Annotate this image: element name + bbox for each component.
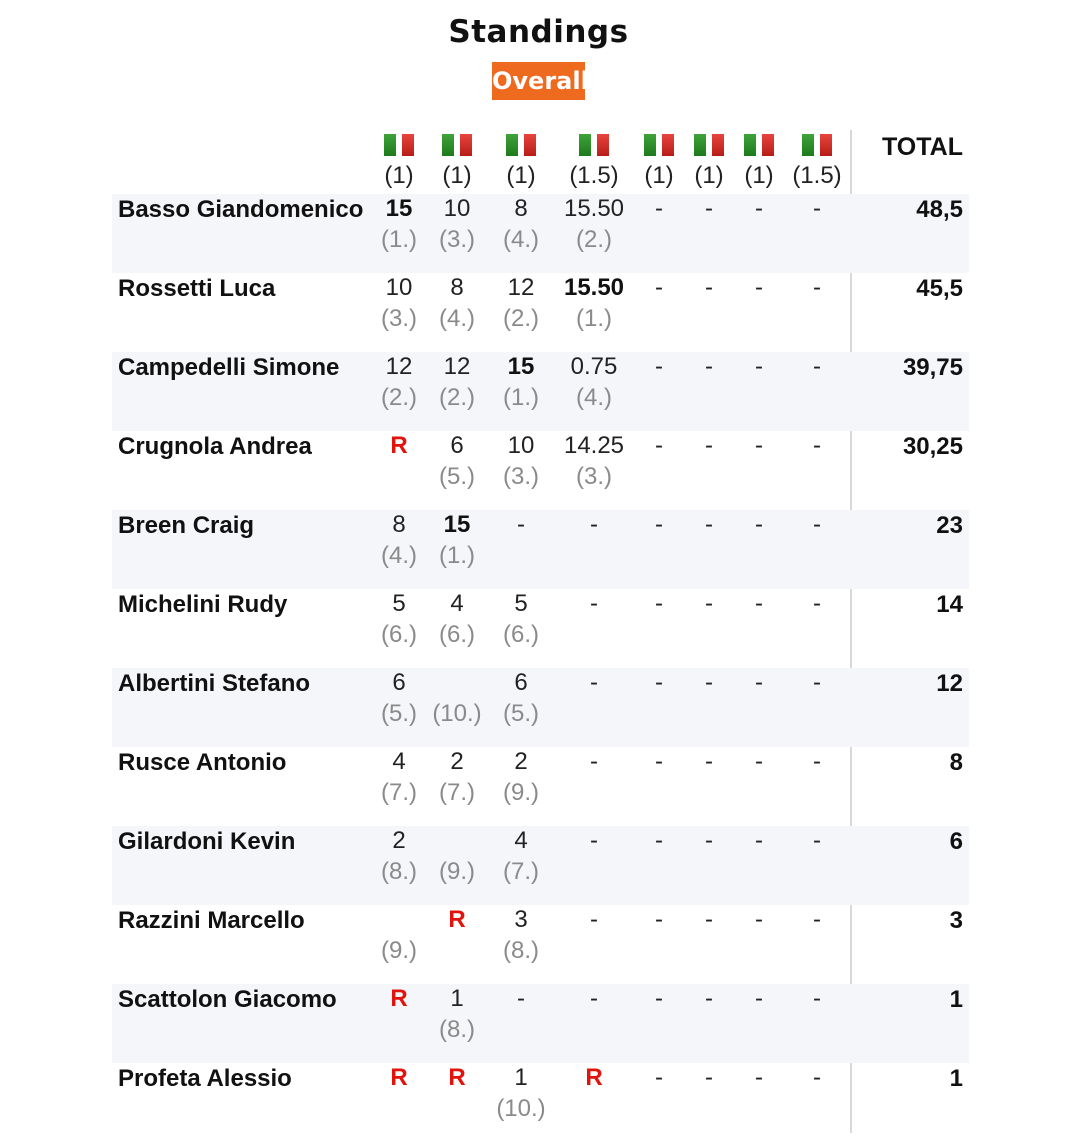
italy-flag-icon <box>742 134 776 156</box>
stage-points: - <box>755 353 763 380</box>
stage-points: - <box>705 353 713 380</box>
total-points: 1 <box>949 986 963 1013</box>
stage-points: - <box>655 906 663 933</box>
stage-rank: (4.) <box>503 226 539 253</box>
stage-points: - <box>813 748 821 775</box>
stage-points: - <box>655 511 663 538</box>
stage-points: - <box>755 195 763 222</box>
stage-rank: (1.) <box>381 226 417 253</box>
stage-points: 15.50 <box>563 274 625 301</box>
stage-rank: (3.) <box>439 226 475 253</box>
stage-rank: (4.) <box>576 384 612 411</box>
stage-points: 8 <box>450 274 464 301</box>
stage-rank: (9.) <box>503 779 539 806</box>
stage-result-cell <box>772 1063 862 1093</box>
stage-result-cell <box>772 194 862 224</box>
stage-points: 5 <box>392 590 406 617</box>
stage-rank: (10.) <box>496 1095 546 1122</box>
stage-points: - <box>705 906 713 933</box>
stage-points: 10 <box>385 274 413 301</box>
stage-rank: (1.) <box>503 384 539 411</box>
retired-mark: R <box>448 906 466 933</box>
stage-points: - <box>590 985 598 1012</box>
retired-mark: R <box>448 1064 466 1091</box>
stage-rank: (1.) <box>439 542 475 569</box>
stage-points: - <box>655 748 663 775</box>
stage-points: - <box>813 511 821 538</box>
stage-points: - <box>705 985 713 1012</box>
italy-flag-icon <box>577 134 611 156</box>
stage-points: - <box>813 353 821 380</box>
stage-points: - <box>655 432 663 459</box>
stage-rank: (6.) <box>439 621 475 648</box>
stage-points: 2 <box>450 748 464 775</box>
stage-points: - <box>755 748 763 775</box>
stage-points: 12 <box>443 353 471 380</box>
italy-flag-icon <box>440 134 474 156</box>
driver-name: Campedelli Simone <box>118 354 340 381</box>
italy-flag-icon <box>504 134 538 156</box>
stage-points: - <box>705 827 713 854</box>
stage-result-cell <box>772 589 862 619</box>
stage-points: - <box>705 511 713 538</box>
stage-rank: (4.) <box>439 305 475 332</box>
stage-rank: (8.) <box>439 1016 475 1043</box>
stage-rank: (3.) <box>576 463 612 490</box>
stage-points: - <box>755 274 763 301</box>
stage-rank: (4.) <box>381 542 417 569</box>
stage-points: - <box>590 906 598 933</box>
stage-points: - <box>813 906 821 933</box>
driver-name: Basso Giandomenico <box>118 196 364 223</box>
total-points: 48,5 <box>916 196 963 223</box>
stage-coefficient: (1) <box>744 162 774 189</box>
stage-result-cell <box>772 984 862 1014</box>
stage-points: 6 <box>392 669 406 696</box>
driver-name: Profeta Alessio <box>118 1065 292 1092</box>
total-points: 39,75 <box>902 354 963 381</box>
standings-row[interactable] <box>112 984 969 1063</box>
total-points: 8 <box>949 749 963 776</box>
stage-rank: (3.) <box>503 463 539 490</box>
stage-points: 4 <box>514 827 528 854</box>
stage-coefficient: (1) <box>644 162 674 189</box>
standings-row[interactable] <box>112 352 969 431</box>
italy-flag-icon <box>382 134 416 156</box>
total-points: 45,5 <box>916 275 963 302</box>
driver-name: Breen Craig <box>118 512 255 539</box>
stage-points: - <box>755 1064 763 1091</box>
page-title: Standings <box>448 14 629 50</box>
stage-coefficient: (1) <box>384 162 414 189</box>
stage-result-cell <box>772 747 862 777</box>
standings-row[interactable] <box>112 510 969 589</box>
stage-points: - <box>755 906 763 933</box>
stage-points: - <box>655 827 663 854</box>
stage-points: - <box>813 1064 821 1091</box>
stage-points: 12 <box>507 274 535 301</box>
total-points: 1 <box>949 1065 963 1092</box>
stage-points: - <box>705 669 713 696</box>
stage-points: - <box>755 827 763 854</box>
standings-row[interactable] <box>112 826 969 905</box>
stage-points: - <box>590 669 598 696</box>
stage-points: - <box>755 985 763 1012</box>
driver-name: Michelini Rudy <box>118 591 288 618</box>
stage-points: - <box>813 985 821 1012</box>
stage-points: - <box>590 827 598 854</box>
stage-points: 5 <box>514 590 528 617</box>
stage-result-cell <box>772 510 862 540</box>
stage-points: 6 <box>514 669 528 696</box>
stage-points: - <box>813 590 821 617</box>
stage-points: 10 <box>507 432 535 459</box>
stage-points: - <box>655 353 663 380</box>
italy-flag-icon <box>692 134 726 156</box>
stage-result-cell <box>772 905 862 935</box>
stage-points: - <box>755 511 763 538</box>
retired-mark: R <box>585 1064 603 1091</box>
stage-points: - <box>813 195 821 222</box>
stage-result-cell <box>772 352 862 382</box>
stage-points: - <box>655 590 663 617</box>
stage-points: 15.50 <box>563 195 625 222</box>
stage-points: - <box>590 748 598 775</box>
stage-points: 1 <box>514 1064 528 1091</box>
stage-rank: (8.) <box>381 858 417 885</box>
standings-row[interactable] <box>112 668 969 747</box>
stage-points: - <box>813 432 821 459</box>
stage-points: 15 <box>385 195 413 222</box>
stage-points: 3 <box>514 906 528 933</box>
stage-rank: (7.) <box>439 779 475 806</box>
retired-mark: R <box>390 985 408 1012</box>
stage-rank: (10.) <box>432 700 482 727</box>
stage-points: - <box>705 1064 713 1091</box>
stage-points: - <box>705 432 713 459</box>
standings-row[interactable] <box>112 905 969 984</box>
stage-points: - <box>813 827 821 854</box>
stage-rank: (2.) <box>439 384 475 411</box>
stage-points: 12 <box>385 353 413 380</box>
total-points: 6 <box>949 828 963 855</box>
total-points: 14 <box>936 591 963 618</box>
total-column-header: TOTAL <box>881 133 963 161</box>
stage-rank: (1.) <box>576 305 612 332</box>
driver-name: Scattolon Giacomo <box>118 986 337 1013</box>
italy-flag-icon <box>642 134 676 156</box>
stage-coefficient: (1.5) <box>569 162 619 189</box>
stage-points: - <box>705 274 713 301</box>
stage-points: - <box>517 511 525 538</box>
stage-points: - <box>813 274 821 301</box>
stage-points: 8 <box>514 195 528 222</box>
overall-tab[interactable]: Overall <box>492 62 585 100</box>
standings-row[interactable] <box>112 194 969 273</box>
stage-points: 2 <box>514 748 528 775</box>
stage-rank: (7.) <box>381 779 417 806</box>
stage-rank: (5.) <box>381 700 417 727</box>
stage-points: - <box>655 669 663 696</box>
driver-name: Rossetti Luca <box>118 275 276 302</box>
stage-points: 1 <box>450 985 464 1012</box>
stage-points: - <box>705 195 713 222</box>
italy-flag-icon <box>800 134 834 156</box>
driver-name: Razzini Marcello <box>118 907 305 934</box>
stage-coefficient: (1.5) <box>792 162 842 189</box>
stage-result-cell <box>772 431 862 461</box>
standings-row[interactable] <box>112 431 969 510</box>
stage-rank: (7.) <box>503 858 539 885</box>
standings-row[interactable] <box>112 1063 969 1142</box>
stage-rank: (9.) <box>381 937 417 964</box>
stage-points: 0.75 <box>570 353 618 380</box>
stage-points: 4 <box>392 748 406 775</box>
total-points: 23 <box>936 512 963 539</box>
stage-points: 15 <box>443 511 471 538</box>
standings-row[interactable] <box>112 273 969 352</box>
stage-points: - <box>655 274 663 301</box>
driver-name: Albertini Stefano <box>118 670 311 697</box>
driver-name: Gilardoni Kevin <box>118 828 296 855</box>
stage-points: - <box>590 590 598 617</box>
retired-mark: R <box>390 1064 408 1091</box>
total-points: 30,25 <box>902 433 963 460</box>
stage-rank: (6.) <box>381 621 417 648</box>
stage-points: - <box>655 985 663 1012</box>
stage-points: - <box>813 669 821 696</box>
stage-points: 6 <box>450 432 464 459</box>
standings-row[interactable] <box>112 747 969 826</box>
stage-points: - <box>755 432 763 459</box>
stage-points: - <box>655 195 663 222</box>
stage-points: - <box>755 590 763 617</box>
stage-rank: (8.) <box>503 937 539 964</box>
stage-rank: (3.) <box>381 305 417 332</box>
driver-name: Rusce Antonio <box>118 749 287 776</box>
stage-points: - <box>655 1064 663 1091</box>
stage-points: 15 <box>507 353 535 380</box>
stage-points: - <box>705 748 713 775</box>
stage-rank: (6.) <box>503 621 539 648</box>
stage-result-cell <box>772 668 862 698</box>
stage-rank: (2.) <box>381 384 417 411</box>
stage-points: 2 <box>392 827 406 854</box>
stage-points: 4 <box>450 590 464 617</box>
stage-result-cell <box>772 273 862 303</box>
stage-points: - <box>590 511 598 538</box>
total-points: 3 <box>949 907 963 934</box>
stage-rank: (5.) <box>503 700 539 727</box>
stage-result-cell <box>772 826 862 856</box>
standings-row[interactable] <box>112 589 969 668</box>
stage-rank: (5.) <box>439 463 475 490</box>
stage-points: 14.25 <box>563 432 625 459</box>
stage-coefficient: (1) <box>442 162 472 189</box>
driver-name: Crugnola Andrea <box>118 433 312 460</box>
stage-points: - <box>705 590 713 617</box>
stage-coefficient: (1) <box>506 162 536 189</box>
stage-rank: (2.) <box>503 305 539 332</box>
stage-points: - <box>755 669 763 696</box>
stage-rank: (9.) <box>439 858 475 885</box>
stage-points: 8 <box>392 511 406 538</box>
retired-mark: R <box>390 432 408 459</box>
total-points: 12 <box>936 670 963 697</box>
stage-coefficient: (1) <box>694 162 724 189</box>
stage-points: 10 <box>443 195 471 222</box>
stage-rank: (2.) <box>576 226 612 253</box>
stage-points: - <box>517 985 525 1012</box>
